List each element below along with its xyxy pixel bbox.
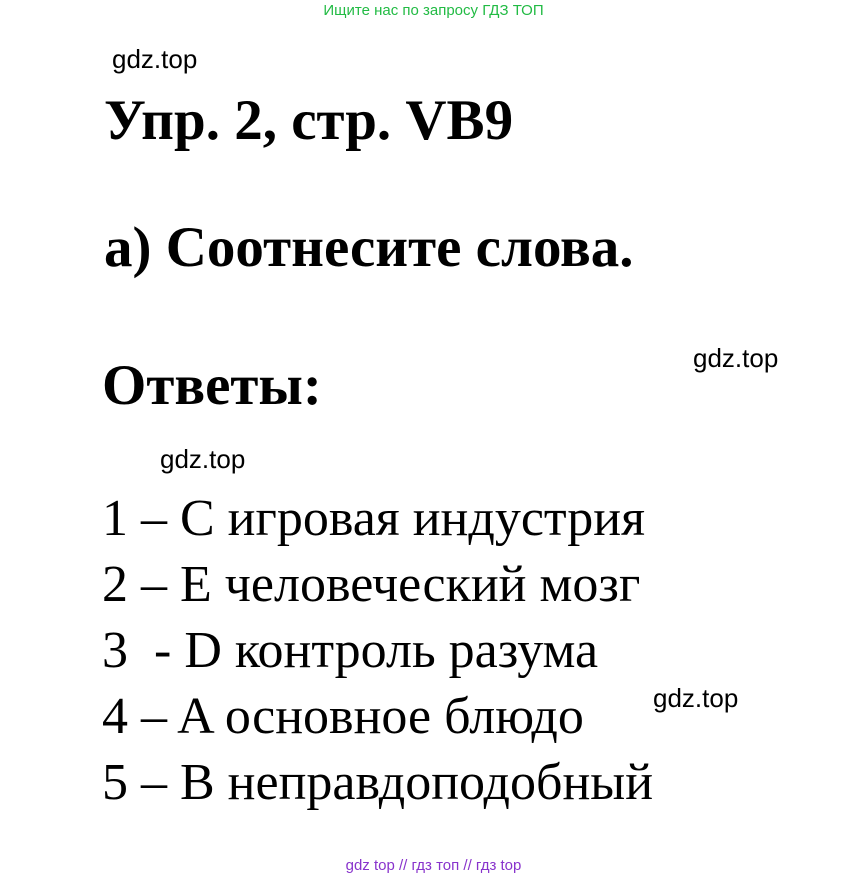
watermark: gdz.top — [160, 444, 246, 474]
answer-item: 3 - D контроль разума — [102, 622, 599, 679]
answers-list — [102, 486, 653, 816]
bottom-banner: gdz top // гдз топ // гдз top — [345, 857, 522, 874]
watermark: gdz.top — [112, 44, 198, 74]
answer-item: 4 – A основное блюдо — [102, 688, 584, 745]
exercise-title: Упр. 2, стр. VB9 — [104, 89, 514, 152]
watermark: gdz.top — [653, 683, 739, 713]
top-banner: Ищите нас по запросу ГДЗ ТОП — [323, 2, 544, 19]
answer-item: 1 – C игровая индустрия — [102, 490, 646, 547]
answer-item: 2 – E человеческий мозг — [102, 556, 641, 613]
answer-item: 5 – B неправдоподобный — [102, 754, 654, 811]
answers-heading: Ответы: — [102, 354, 322, 417]
task-heading: а) Соотнесите слова. — [104, 216, 634, 279]
watermark: gdz.top — [693, 343, 779, 373]
